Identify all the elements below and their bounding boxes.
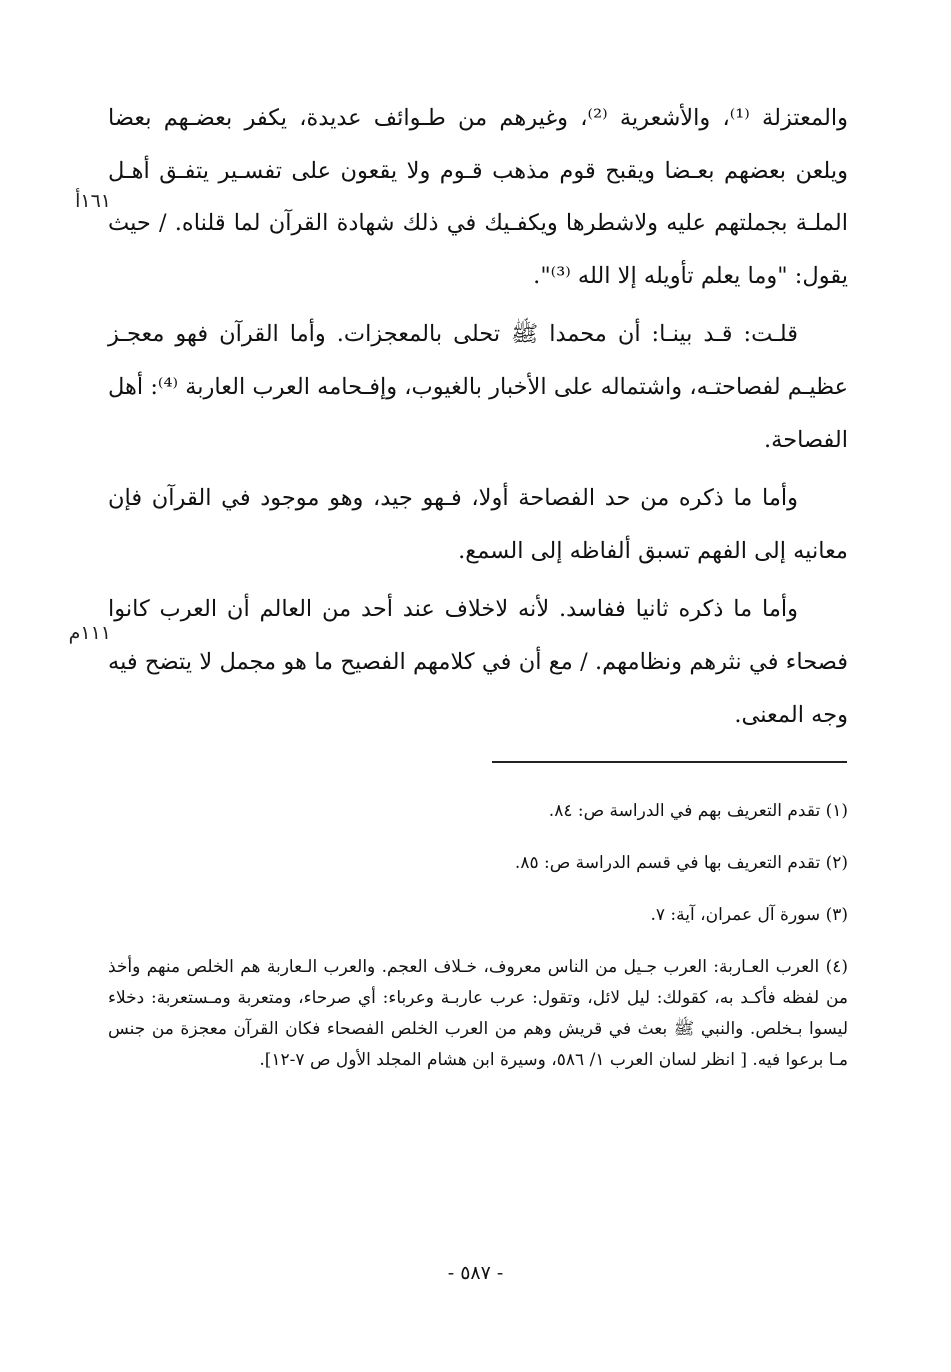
main-text <box>108 92 848 741</box>
footnotes <box>108 796 848 1098</box>
footnote-3: (٣) سورة آل عمران، آية: ٧. <box>650 905 848 925</box>
manuscript-folio-note-a: ١٦١أ <box>75 190 111 212</box>
page-number: - ٥٨٧ - <box>447 1262 504 1284</box>
footnote-1: (١) تقدم التعريف بهم في الدراسة ص: ٨٤. <box>548 801 848 821</box>
manuscript-folio-note-m: ١١١م <box>68 622 111 644</box>
paragraph-4: وأما ما ذكره ثانيا ففاسد. لأنه لاخلاف عند أحد من العالم أن العرب كانوا فصحاء في نثرهم ونظامهم. / مع أن في كلامهم الفصيح ما هو مجمل لا يتضح فيه وجه المعنى. <box>108 596 848 728</box>
footnote-separator <box>492 761 847 763</box>
footnote-4: (٤) العرب العـاربة: العرب جـيل من الناس معروف، خـلاف العجم. والعرب الـعاربة هم الخلص منهم وأخذ من لفظه فأكـد به، كقولك: ليل لائل، وتقول: عرب عاربـة وعرباء: أي صرحاء، ومتعربة ومـستعربة: دخلاء ليسوا بـخلص. والنبي ﷺ بعث في قريش وهم من العرب الخلص الفصحاء فكان القرآن معجزة من جنس مـا برعوا فيه. [ انظر لسان العرب ١/ ٥٨٦، وسيرة ابن هشام المجلد الأول ص ٧-١٢]. <box>108 957 848 1070</box>
paragraph-1: والمعتزلة ⁽¹⁾، والأشعرية ⁽²⁾، وغيرهم من طـوائف عديدة، يكفر بعضـهم بعضا ويلعن بعضهم بعـضا ويقبح قوم مذهب قـوم ولا يقعون على تفسـير يتفـق أهـل الملـة بجملتهم عليه ولاشطرها ويكفـيك في ذلك شهادة القرآن لما قلناه. / حيث يقول: "وما يعلم تأويله إلا الله ⁽³⁾". <box>108 105 849 289</box>
paragraph-3: وأما ما ذكره من حد الفصاحة أولا، فـهو جيد، وهو موجود في القرآن فإن معانيه إلى الفهم تسبق ألفاظه إلى السمع. <box>108 485 848 564</box>
paragraph-2: قلـت: قـد بينـا: أن محمدا ﷺ تحلى بالمعجزات. وأما القرآن فهو معجـز عظيـم لفصاحتـه، واشتماله على الأخبار بالغيوب، وإفـحامه العرب العاربة ⁽⁴⁾: أهل الفصاحة. <box>108 321 848 453</box>
footnote-2: (٢) تقدم التعريف بها في قسم الدراسة ص: ٨٥. <box>514 853 848 873</box>
